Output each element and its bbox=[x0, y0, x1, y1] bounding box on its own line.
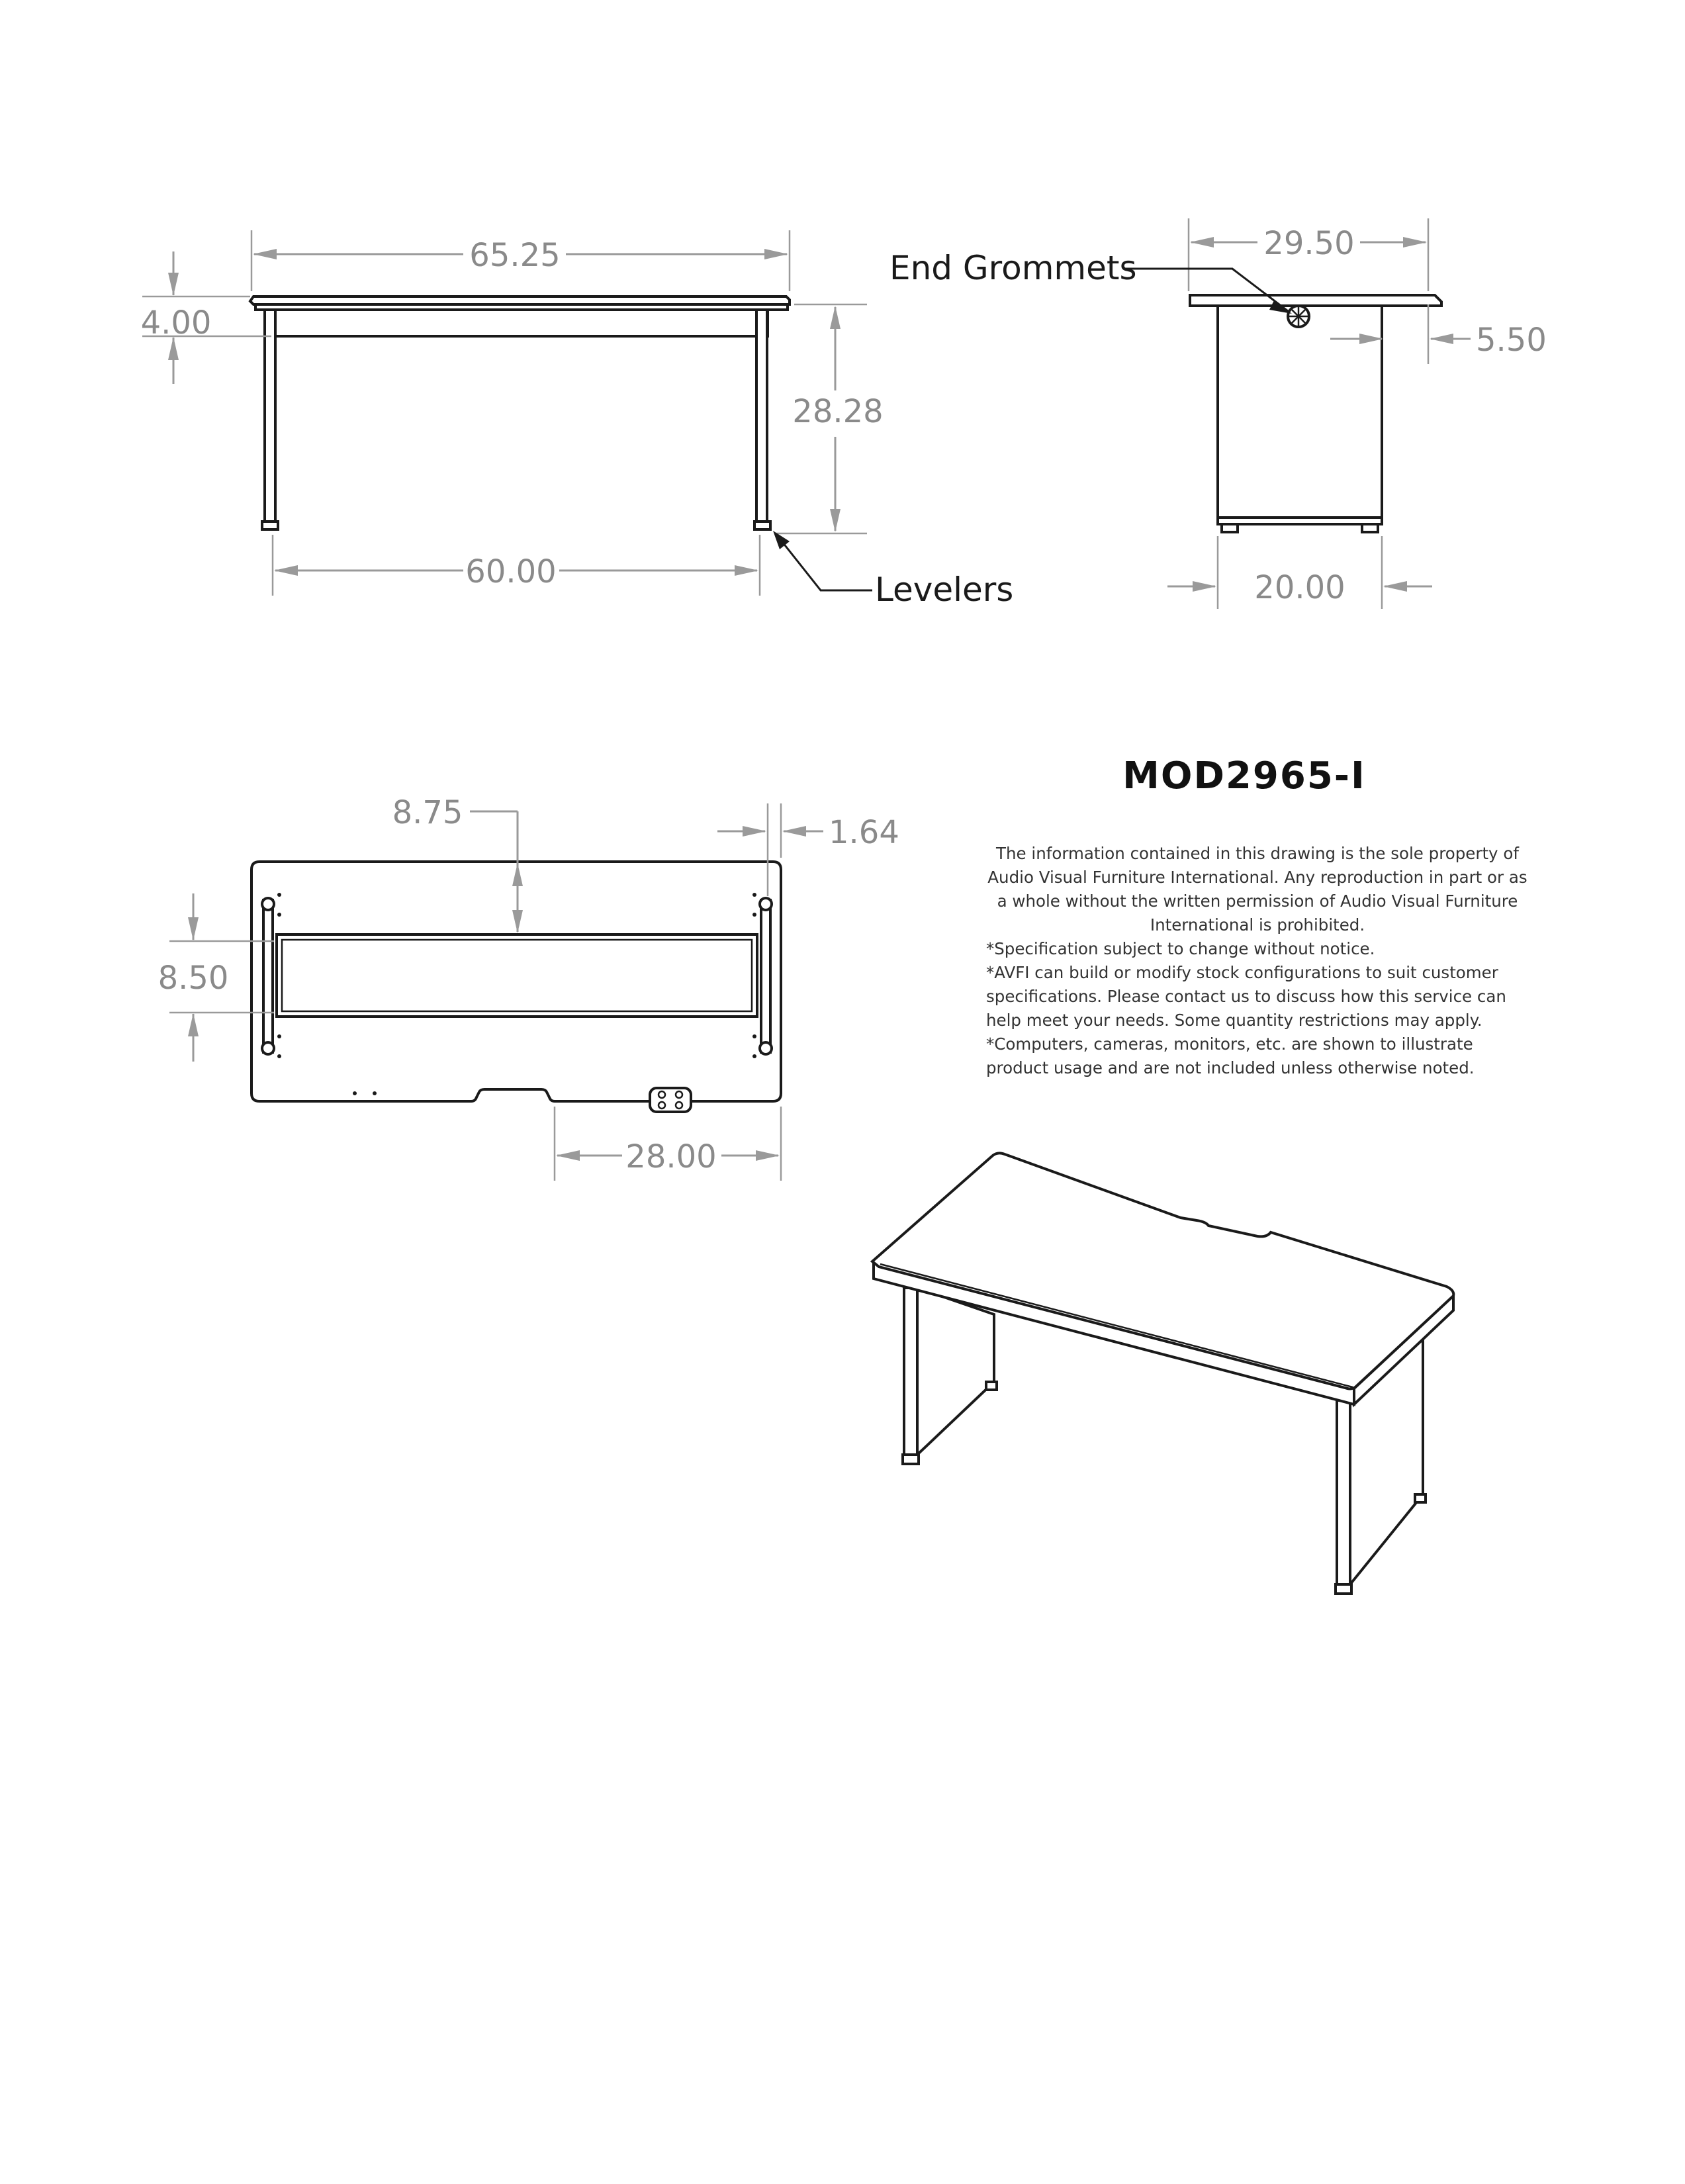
levelers-label: Levelers bbox=[875, 570, 1014, 609]
dim-rail-offset: 8.75 bbox=[392, 794, 463, 831]
dim-leg-span: 60.00 bbox=[465, 553, 557, 590]
isometric-view bbox=[872, 1153, 1453, 1594]
dim-overall-width: 65.25 bbox=[469, 237, 561, 274]
front-view bbox=[141, 230, 1014, 609]
end-grommets-label: End Grommets bbox=[889, 249, 1137, 287]
dim-leg-depth: 20.00 bbox=[1254, 569, 1345, 606]
dim-depth: 29.50 bbox=[1263, 225, 1355, 262]
dim-cutout-width: 28.00 bbox=[625, 1138, 717, 1175]
dim-offset: 5.50 bbox=[1476, 322, 1547, 359]
dim-top-thickness: 4.00 bbox=[140, 304, 212, 341]
dim-edge-offset: 1.64 bbox=[829, 814, 899, 851]
custom-build-note: *AVFI can build or modify stock configurations to suit customer specifications. Please contact us to discuss how this service can help meet your needs. Some quantity restrictions may apply. bbox=[986, 963, 1506, 1030]
dim-height: 28.28 bbox=[792, 393, 884, 430]
illustration-note: *Computers, cameras, monitors, etc. are shown to illustrate product usage and are not included unless otherwise noted. bbox=[986, 1034, 1475, 1077]
model-number: MOD2965-I bbox=[1122, 754, 1366, 797]
side-view bbox=[889, 218, 1547, 609]
property-notice: The information contained in this drawing is the sole property of Audio Visual Furniture International. Any reproduction in part or as a whole without the written permission of Audio Visual Furniture International is prohibited. bbox=[987, 844, 1527, 934]
spec-change-note: *Specification subject to change without notice. bbox=[986, 939, 1375, 958]
dim-rail-width: 8.50 bbox=[158, 960, 229, 997]
drawing-notes bbox=[986, 842, 1529, 1080]
top-view bbox=[158, 794, 899, 1181]
